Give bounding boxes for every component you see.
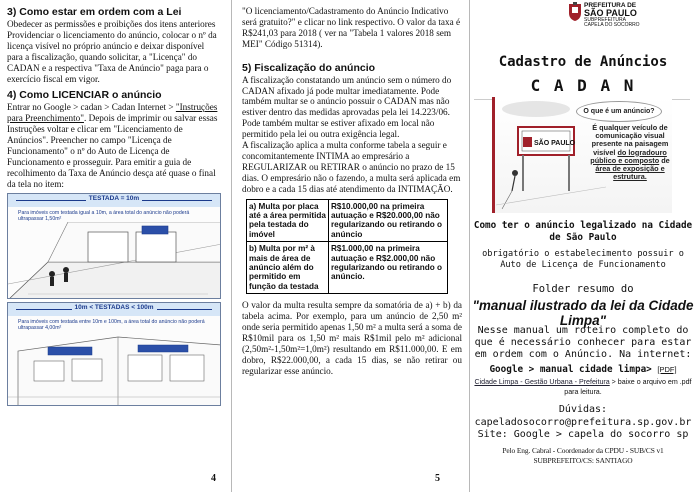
testada-label: 10m < TESTADAS < 100m (8, 304, 220, 311)
cover-acronym: C A D A N (530, 76, 636, 95)
instructions-link[interactable]: "Instruções para Preenchimento" (7, 102, 218, 124)
google-instructions: Google > manual cidade limpa> [PDF] (489, 364, 677, 375)
sign-text: SÃO PAULO (534, 140, 576, 147)
red-strip (492, 97, 495, 213)
brand-sub: CAPELA DO SOCORRO (584, 22, 640, 28)
diagram-note: Para imóveis com testada entre 10m e 100m, a área total do anúncio não poderá ultrapassar 4,00m² (18, 318, 205, 331)
folder-title (472, 280, 694, 329)
section-4-text (7, 102, 221, 189)
folder-lead: Folder resumo do (532, 283, 634, 295)
cover-page (472, 0, 694, 492)
page-divider (231, 0, 232, 492)
fine-value: R$1.000,00 na primeira autuação e R$2.000,00 não regularizando ou retirando o anúncio. (329, 242, 448, 294)
page-number: 4 (211, 473, 216, 484)
fine-type: a) Multa por placa até a área permitida pela testada do imóvel (247, 199, 329, 242)
testada-10-100m-diagram (7, 302, 221, 406)
doubts-label: Dúvidas: (558, 404, 608, 415)
section-4-text-a: Entrar no Google > cadan > Cadan Internet > (7, 102, 176, 113)
contact-site: Site: Google > capela do socorro sp (477, 429, 689, 440)
intro-text: "O licenciamento/Cadastramento do Anúncio Indicativo será gratuito?" e clicar no link respectivo. O valor da taxa é R$241,03 para 2018 ( ver na "Tabela 1 valores 2018 sem MEI" Código 51314). (242, 6, 461, 49)
city-coat-of-arms-icon (568, 2, 582, 22)
manual-title: "manual ilustrado da lei da Cidade Limpa" (472, 297, 694, 328)
cover-title: Cadastro de Anúncios (498, 54, 668, 70)
pdf-instructions: Cidade Limpa - Gestão Urbana - Prefeitura > baixe o arquivo em .pdf para leitura. (474, 378, 692, 396)
contact-email[interactable]: capeladosocorro@prefeitura.sp.gov.br (474, 416, 692, 428)
street-illustration (8, 222, 221, 299)
building-illustration (8, 331, 221, 406)
diagram-note: Para imóveis com testada igual a 10m, a área total do anúncio não poderá ultrapassar 1,50m² (18, 209, 190, 222)
contact-block (472, 404, 694, 442)
prefeitura-brand (584, 2, 694, 28)
question-bubble: O que é um anúncio? (576, 101, 662, 122)
page-5 (237, 0, 467, 492)
brand-top: PREFEITURA DE (584, 2, 637, 9)
section-4-title: 4) Como LICENCIAR o anúncio (7, 89, 162, 102)
page-number: 5 (435, 473, 440, 484)
brand-city: SÃO PAULO (584, 8, 637, 18)
alvara-requirement: obrigatório o estabelecimento possuir o Auto de Licença de Funcionamento (482, 249, 684, 271)
anuncio-definition: É qualquer veículo de comunicação visual presente na paisagem visível do logradouro público e composto de área de exposição e estrutura. (590, 123, 670, 182)
credits: Pelo Eng. Cabral - Coordenador da CPDU - SUB/CS v1 SUBPREFEITO/CS: SANTIAGO (502, 446, 664, 465)
pdf-link[interactable]: [PDF] (657, 365, 677, 374)
page-divider (469, 0, 470, 492)
table-row (247, 199, 448, 242)
fine-value: R$10.000,00 na primeira autuação e R$20.000,00 não regularizando ou retirando o anúncio (329, 199, 448, 242)
headline-legalizado: Como ter o anúncio legalizado na Cidade de São Paulo (473, 220, 693, 243)
fine-type: b) Multa por m² à mais de área de anúncio além do permitido em função da testada (247, 242, 329, 294)
table-row (247, 242, 448, 294)
testada-10m-diagram (7, 193, 221, 299)
section-5-title: 5) Fiscalização do anúncio (242, 61, 376, 74)
testada-label: TESTADA = 10m (8, 195, 220, 202)
section-3-text: Obedecer as permissões e proibições dos itens anteriores Providenciar o licenciamento do anúncio, colocar o nº da licença visível no próprio anúncio e deixar disponível para a fiscalização, quando solicitar, a "Licença" do CADAN e a respectiva "Taxa de Anúncio" paga para o exercício fiscal em vigor. (7, 19, 217, 84)
manual-description: Nesse manual um roteiro completo do que é necessário conhecer para estar em ordem com o Anúncio. Na internet: (474, 325, 692, 360)
calculation-example: O valor da multa resulta sempre da somatória de a) + b) da tabela acima. Por exemplo, para um anúncio de 2,50 m² onde seria permitido apenas 1,50 m² a multa será a soma de R$10mil para os 1,50 m² mais R$1mil pelo m² adicional (2,50m²-1,50m²=1,0m²) resultando em R$11.000,00. E em dobro, R$22.000,00, a cada 15 dias, se não retirar ou regularizar esse anúncio. (242, 300, 462, 376)
section-5-text: A fiscalização constatando um anúncio sem o número do CADAN afixado já pode multar imediatamente. Pode também multar se o anúncio possuir o CADAN mas não estiver dentro das medidas aprovadas pela lei 14.223/06. Pode também multar se estiver afixado em local não permitido pela lei ou outra exigência legal. A fiscalização aplica a multa conforme tabela a seguir e concomitantemente INTIMA ao empresário a REGULARIZAR ou RETIRAR o anúncio no prazo de 15 dias. O empresário não o fazendo, a multa será aplicada em dobro e a cada 15 dias até atendimento da INTIMAÇÃO. (242, 74, 461, 194)
section-4-text-b: . Depois de imprimir ou salvar essas Instruções voltar e clicar em "Licenciamento de Anúncios". Preencher no campo "Licença de Funcionamento" o nº do Auto de Licença de Funcionamento e prosseguir. Para emitir a guia de recolhimento da Taxa de Anúncio desça até quase o final da tela no item: (7, 113, 218, 189)
anuncio-illustration (492, 97, 672, 213)
brand-sub: SUBPREFEITURA (584, 17, 626, 23)
page-4 (0, 0, 226, 492)
gestao-urbana-link[interactable]: Cidade Limpa - Gestão Urbana - Prefeitura (474, 378, 610, 386)
fines-table (246, 199, 448, 295)
section-3-title: 3) Como estar em ordem com a Lei (7, 6, 182, 18)
